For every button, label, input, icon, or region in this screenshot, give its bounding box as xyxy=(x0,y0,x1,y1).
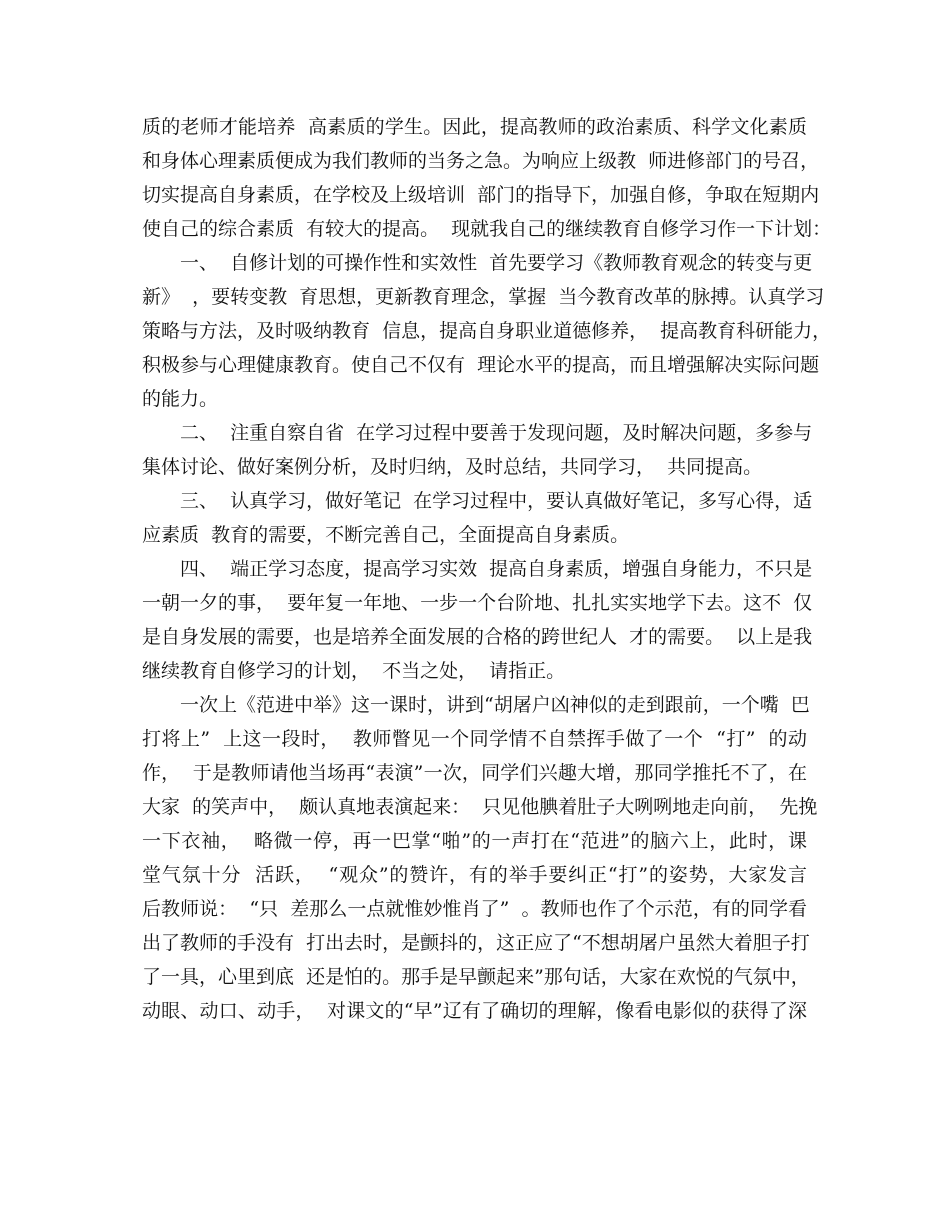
text-line: 一次上《范进中举》这一课时，讲到“胡屠户凶神似的走到跟前，一个嘴 巴 xyxy=(180,694,810,716)
text-line: 一朝一夕的事， 要年复一年地、一步一个台阶地、扎扎实实地学下去。这不 仅 xyxy=(142,592,813,614)
text-line: 新》 ，要转变教 育思想，更新教育理念，掌握 当今教育改革的脉搏。认真学习 xyxy=(142,286,825,308)
text-line: 策略与方法，及时吸纳教育 信息，提高自身职业道德修养， 提高教育科研能力， xyxy=(142,320,832,342)
text-line: 大家 的笑声中， 颇认真地表演起来： 只见他腆着肚子大咧咧地走向前， 先挽 xyxy=(142,796,818,818)
text-line: 集体讨论、做好案例分析，及时归纳，及时总结，共同学习， 共同提高。 xyxy=(142,456,763,478)
text-line: 打将上” 上这一段时， 教师瞥见一个同学情不自禁挥手做了一个 “打” 的动 xyxy=(142,728,807,750)
text-line: 四、 端正学习态度，提高学习实效 提高自身素质，增强自身能力，不只是 xyxy=(180,558,813,580)
text-line: 二、 注重自察自省 在学习过程中要善于发现问题，及时解决问题，多参与 xyxy=(180,422,813,444)
text-line: 后教师说： “只 差那么一点就惟妙惟肖了” 。教师也作了个示范，有的同学看 xyxy=(142,898,807,920)
document-page xyxy=(142,110,832,1028)
text-line: 作， 于是教师请他当场再“表演”一次，同学们兴趣大增，那同学推托不了，在 xyxy=(142,762,807,784)
text-line: 是自身发展的需要，也是培养全面发展的合格的跨世纪人 才的需要。 以上是我 xyxy=(142,626,813,648)
text-line: 应素质 教育的需要，不断完善自己，全面提高自身素质。 xyxy=(142,524,630,546)
text-line: 的能力。 xyxy=(142,388,219,410)
paragraph-intro-continued xyxy=(142,110,832,246)
text-line: 堂气氛十分 活跃， “观众”的赞许，有的举手要纠正“打”的姿势，大家发言 xyxy=(142,864,807,886)
text-line: 一下衣袖， 略微一停，再一巴掌“啪”的一声打在“范进”的脑六上，此时，课 xyxy=(142,830,807,852)
text-line: 动眼、动口、动手， 对课文的“早”辽有了确切的理解，像看电影似的获得了深 xyxy=(142,1000,807,1022)
paragraph-lesson-anecdote xyxy=(142,688,818,1028)
text-line: 积极参与心理健康教育。使自己不仅有 理论水平的提高，而且增强解决实际问题 xyxy=(142,354,820,376)
text-line: 和身体心理素质便成为我们教师的当务之急。为响应上级教 师进修部门的号召， xyxy=(142,150,820,172)
text-line: 出了教师的手没有 打出去时，是颤抖的，这正应了“不想胡屠户虽然大着胆子打 xyxy=(142,932,810,954)
text-line: 使自己的综合素质 有较大的提高。 现就我自己的继续教育自修学习作一下计划： xyxy=(142,218,832,240)
text-line: 质的老师才能培养 高素质的学生。因此，提高教师的政治素质、科学文化素质 xyxy=(142,116,807,138)
paragraph-plan-item-4 xyxy=(142,552,813,688)
text-line: 继续教育自修学习的计划， 不当之处， 请指正。 xyxy=(142,660,566,682)
text-line: 了一具，心里到底 还是怕的。那手是早颤起来”那句话，大家在欢悦的气氛中， xyxy=(142,966,810,988)
text-line: 三、 认真学习，做好笔记 在学习过程中，要认真做好笔记，多写心得，适 xyxy=(180,490,813,512)
paragraph-plan-item-2 xyxy=(142,416,813,484)
paragraph-plan-item-3 xyxy=(142,484,813,552)
paragraph-plan-item-1 xyxy=(142,246,832,416)
text-line: 切实提高自身素质，在学校及上级培训 部门的指导下，加强自修，争取在短期内 xyxy=(142,184,820,206)
text-line: 一、 自修计划的可操作性和实效性 首先要学习《教师教育观念的转变与更 xyxy=(180,252,813,274)
